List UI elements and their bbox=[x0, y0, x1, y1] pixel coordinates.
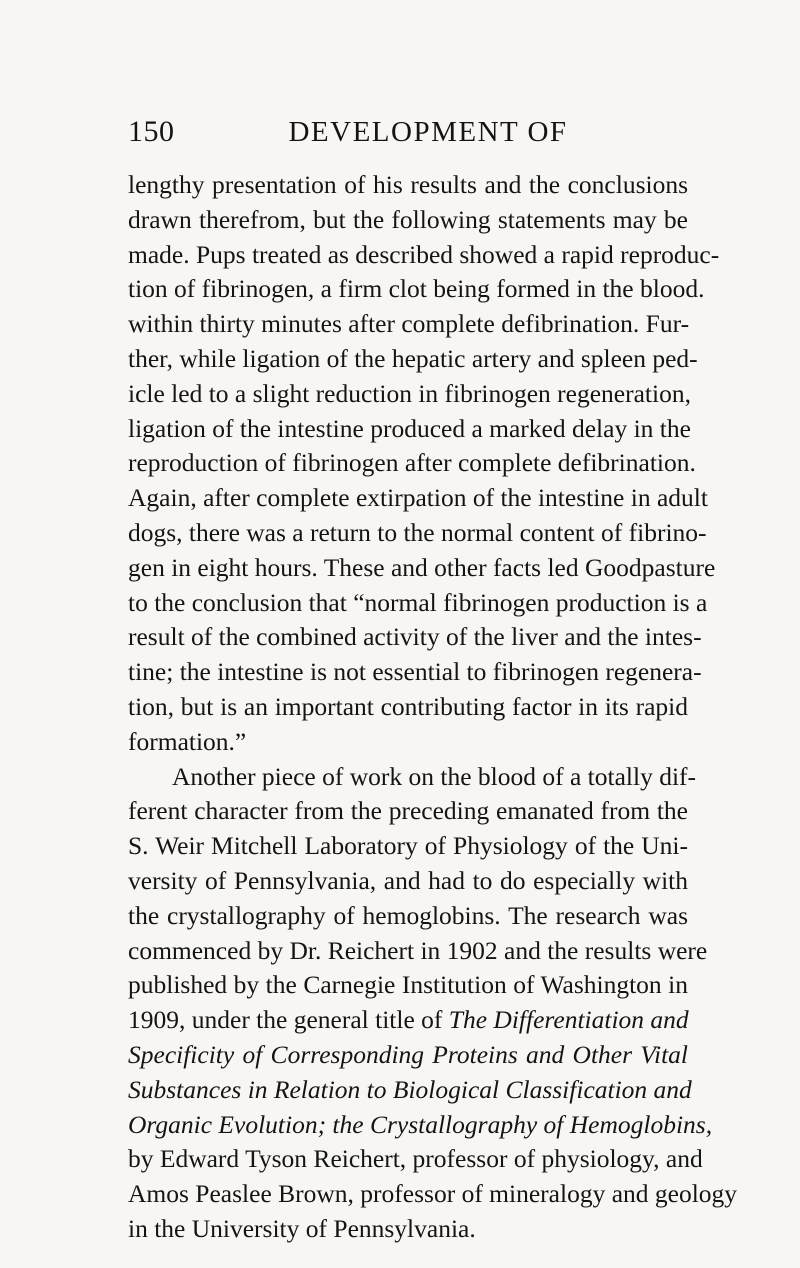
text-line: in the University of Pennsylvania. bbox=[128, 1213, 476, 1243]
book-title-italic: Organic Evolution; the Crystallography of Hemoglobins, bbox=[128, 1109, 713, 1139]
text-line: dogs, there was a return to the normal content of fibrino- bbox=[128, 517, 707, 547]
paragraph-first-line: Another piece of work on the blood of a totally dif- bbox=[172, 761, 697, 791]
text-line: ther, while ligation of the hepatic artery and spleen ped- bbox=[128, 343, 698, 373]
text-line: gen in eight hours. These and other facts led Goodpasture bbox=[128, 552, 716, 582]
text-line: tine; the intestine is not essential to fibrinogen regenera- bbox=[128, 657, 702, 687]
body-text bbox=[128, 168, 738, 1247]
text-line-mixed bbox=[128, 1003, 688, 1038]
running-title: DEVELOPMENT OF bbox=[288, 116, 568, 148]
text-line bbox=[128, 1108, 713, 1143]
text-line: ferent character from the preceding emanated from the bbox=[128, 796, 688, 826]
text-line: published by the Carnegie Institution of Washington in bbox=[128, 970, 688, 1000]
book-title-italic: Specificity of Corresponding Proteins and Other Vital bbox=[128, 1039, 688, 1069]
text-line: tion of fibrinogen, a firm clot being formed in the blood. bbox=[128, 274, 705, 304]
text-line: result of the combined activity of the liver and the intes- bbox=[128, 622, 702, 652]
text-run: 1909, under the general title of bbox=[128, 1005, 449, 1035]
text-line: icle led to a slight reduction in fibrinogen regeneration, bbox=[128, 378, 691, 408]
text-line: within thirty minutes after complete defibrination. Fur- bbox=[128, 309, 690, 339]
text-line: Again, after complete extirpation of the intestine in adult bbox=[128, 483, 708, 513]
text-line: made. Pups treated as described showed a rapid reproduc- bbox=[128, 239, 720, 269]
text-line: the crystallography of hemoglobins. The research was bbox=[128, 900, 688, 930]
running-head bbox=[128, 112, 688, 152]
text-line: drawn therefrom, but the following statements may be bbox=[128, 204, 688, 234]
text-line: S. Weir Mitchell Laboratory of Physiology of the Uni- bbox=[128, 831, 688, 861]
text-line: versity of Pennsylvania, and had to do especially with bbox=[128, 865, 688, 895]
text-line: reproduction of fibrinogen after complete defibrination. bbox=[128, 448, 696, 478]
text-line: by Edward Tyson Reichert, professor of physiology, and bbox=[128, 1144, 703, 1174]
text-line: commenced by Dr. Reichert in 1902 and the results were bbox=[128, 935, 708, 965]
text-line bbox=[128, 1038, 688, 1073]
text-line: to the conclusion that “normal fibrinogen production is a bbox=[128, 587, 708, 617]
text-line: ligation of the intestine produced a marked delay in the bbox=[128, 413, 691, 443]
text-line: Amos Peaslee Brown, professor of mineralogy and geology bbox=[128, 1179, 738, 1209]
page-number: 150 bbox=[128, 115, 175, 148]
text-line: formation.” bbox=[128, 726, 247, 756]
text-line bbox=[128, 1073, 692, 1108]
text-line: tion, but is an important contributing factor in its rapid bbox=[128, 691, 688, 721]
book-title-italic: Substances in Relation to Biological Classification and bbox=[128, 1074, 692, 1104]
book-title-italic: The Differentiation and bbox=[448, 1005, 689, 1035]
text-line: lengthy presentation of his results and the conclusions bbox=[128, 170, 688, 199]
